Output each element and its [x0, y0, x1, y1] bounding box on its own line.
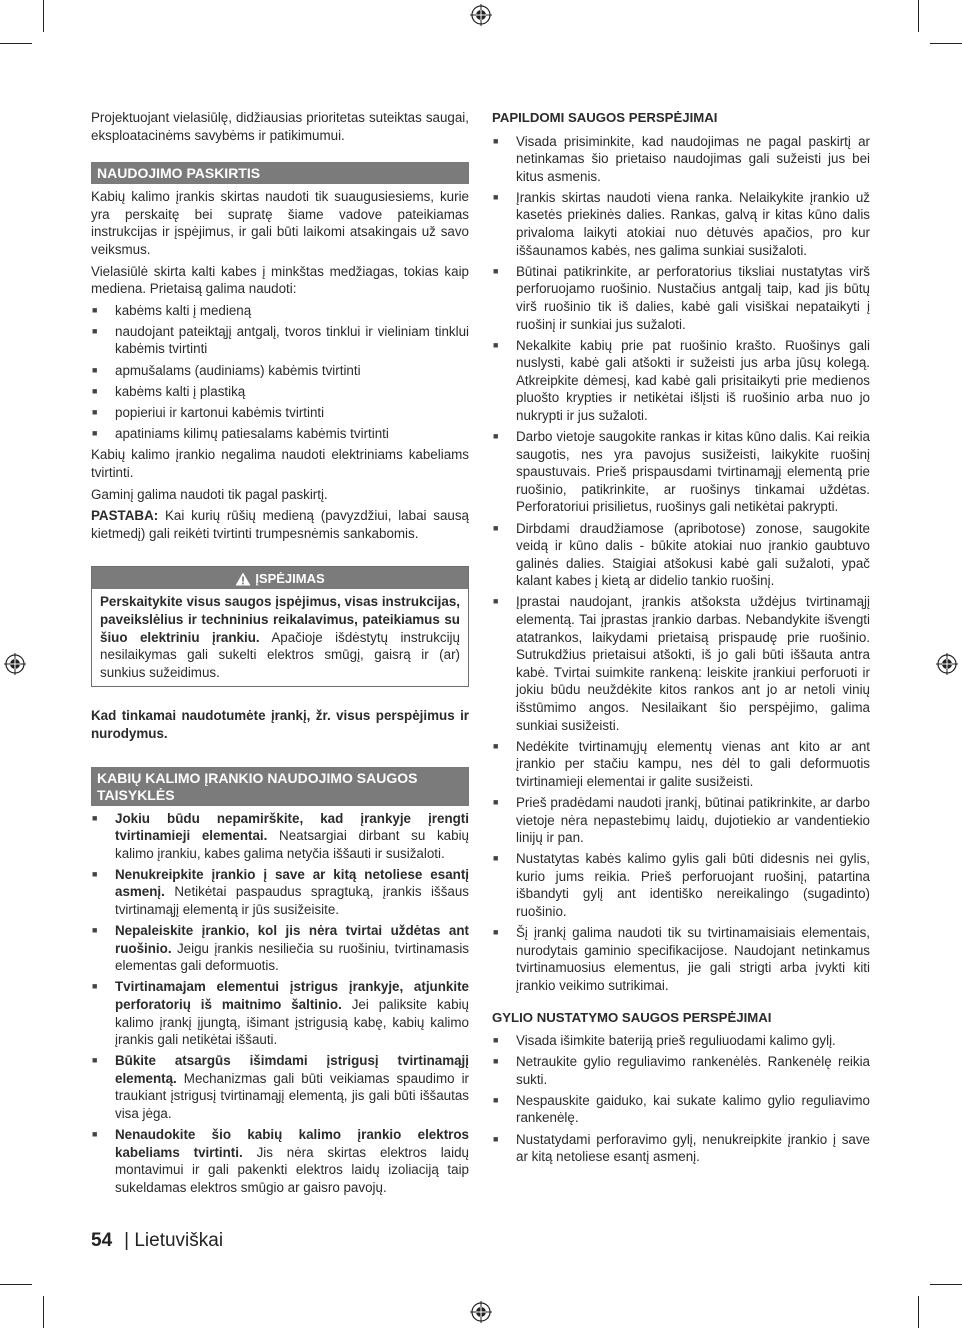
list-item: [91, 1052, 469, 1122]
list-item: ■ Įprastai naudojant, įrankis atšoksta uždėjus tvirtinamąjį elementą. Tai įprastas įrankio darbas. Nebandykite išvengti atatrankos, laikydami prietaisą prispaudę prie ruošinio. Sutrukdžius prietaisui atšokti, iš jo gali būti iššauta antra kabė. Tvirtai suimkite rankeną: leiskite įrankiui perforuoti ir jokiu būdu neuždėkite kitos rankos ant jo ar netoli vinių išstūmimo angos. Nesilaikant šio perspėjimo, galima sunkiai susižeisti.: [492, 593, 870, 734]
usage-paragraph: Kabių kalimo įrankis skirtas naudoti tik suaugusiesiems, kurie yra perskaitę bei supratę šiame vadove pateikiamas instrukcijas ir įspėjimus, ir gali būti laikomi atsakingais už savo veiksmus.: [91, 189, 469, 257]
list-item: [91, 922, 469, 975]
crop-mark: [918, 1296, 919, 1328]
list-item: ■ Netraukite gylio reguliavimo rankenėlės. Rankenėlę reikia sukti.: [492, 1053, 870, 1088]
list-item: [91, 810, 469, 863]
list-item-text: Mechanizmas gali būti veikiamas spaudimo ir traukiant įstrigusį tvirtinamąjį elementą, jis gali būti iššautas visa jėga.: [115, 1070, 469, 1122]
list-item-bold: Tvirtinamajam elementui įstrigus įrankyje, atjunkite perforatorių iš maitnimo šaltinio.: [115, 979, 469, 1012]
warning-body: [92, 589, 468, 686]
list-item-bold: Nepaleiskite įrankio, kol jis nėra tvirtai uždėtas ant ruošinio.: [115, 923, 469, 956]
warning-bold-text: Perskaitykite visus saugos įspėjimus, visas instrukcijas, paveikslėlius ir techninius reikalavimus, pateikiamus su šiuo elektriniu įrankiu.: [100, 594, 460, 645]
list-item: [91, 866, 469, 919]
depth-safety-heading: GYLIO NUSTATYMO SAUGOS PERSPĖJIMAI: [492, 1009, 772, 1025]
list-item-text: Netikėtai paspaudus spragtuką, įrankis iššaus tvirtinamąjį elementą ir jūs susižeisite.: [115, 884, 469, 917]
right-column: [492, 109, 870, 1170]
list-item: ■ Visada išimkite bateriją prieš reguliuodami kalimo gylį.: [492, 1032, 870, 1050]
list-item: ■ Nustatydami perforavimo gylį, nenukreipkite įrankio į save ar kitą netoliese esantį asmenį.: [492, 1131, 870, 1166]
proper-use-text: Kad tinkamai naudotumėte įrankį, žr. visus perspėjimus ir nurodymus.: [91, 708, 469, 741]
usage-list: [91, 302, 469, 443]
list-item-text: Jis nėra skirtas elektros laidų montavimui ir gali pakenkti elektros laidų izoliaciją taip sukeldamas elektros smūgio ar gaisro pavojų.: [115, 1144, 469, 1195]
safety-rules-list: [91, 810, 469, 1197]
usage-paragraph: Kabių kalimo įrankio negalima naudoti elektriniams kabeliams tvirtinti.: [91, 447, 469, 480]
list-item: ■ Nustatytas kabės kalimo gylis gali būti didesnis nei gylis, kurio jums reikia. Prieš perforuojant ruošinį, patartina išbandyti gylį ant identiško nereikalingo (sugadinto) ruošinio.: [492, 850, 870, 920]
registration-mark-icon: [4, 653, 26, 675]
list-item-bold: Būkite atsargūs išimdami įstrigusį tvirtinamąjį elementą.: [115, 1053, 469, 1086]
list-item-bold: Nenukreipkite įrankio į save ar kitą netoliese esantį asmenį.: [115, 866, 469, 900]
usage-paragraph: Gaminį galima naudoti tik pagal paskirtį.: [91, 486, 328, 502]
page-number: 54: [91, 1230, 113, 1251]
list-item: ■ Nedėkite tvirtinamųjų elementų vienas ant kito ar ant įrankio per stačiu kampu, nes dėl to gali deformuotis tvirtinamieji elementai ir galite susižeisti.: [492, 738, 870, 791]
left-column: [91, 109, 469, 1201]
list-item: ■ apmušalams (audiniams) kabėmis tvirtinti: [91, 362, 469, 380]
warning-title: ĮSPĖJIMAS: [255, 571, 325, 587]
warning-text: Apačioje išdėstytų instrukcijų nesilaikymas gali sukelti elektros smūgį, gaisrą ir (ar) sunkius sužeidimus.: [100, 629, 460, 680]
list-item: ■ Šį įrankį galima naudoti tik su tvirtinamaisiais elementais, nurodytais gaminio specifikacijose. Naudojant netinkamus tvirtinamuosius elementus, jie gali strigti arba įvykti kiti įrankio veikimo sutrikimai.: [492, 924, 870, 994]
crop-mark: [930, 43, 962, 44]
list-item-text: Neatsargiai dirbant su kabių kalimo įrankiu, kabes galima netyčia iššauti ir susižaloti.: [115, 828, 469, 861]
crop-mark: [0, 43, 32, 44]
proper-use-paragraph: [91, 707, 469, 742]
crop-mark: [0, 1284, 32, 1285]
registration-mark-icon: [470, 4, 492, 26]
list-item: ■ Nespauskite gaiduko, kai sukate kalimo gylio reguliavimo rankenėlę.: [492, 1092, 870, 1127]
warning-box: [91, 566, 469, 687]
safety-rules-heading: KABIŲ KALIMO ĮRANKIO NAUDOJIMO SAUGOS TAISYKLĖS: [91, 767, 469, 806]
list-item-text: Jeigu įrankis nesiliečia su ruošiniu, tvirtinamasis elementas gali deformuotis.: [115, 940, 469, 974]
list-item: ■ Darbo vietoje saugokite rankas ir kitas kūno dalis. Kai reikia saugotis, nes yra pavojus susižeisti, laikykite ruošinį spaustuvais. Prieš prispausdami tvirtinamąjį elementą prie ruošinio, patikrinkite, ar ruošinys tinkamai uždėtas. Perforatoriui prisilietus, ruošinys gali netikėtai pakrypti.: [492, 428, 870, 516]
registration-mark-icon: [470, 1301, 492, 1323]
crop-mark: [918, 0, 919, 32]
usage-paragraph: Vielasiūlė skirta kalti kabes į minkštas medžiagas, tokias kaip mediena. Prietaisą galima naudoti:: [91, 263, 469, 297]
list-item: ■ Prieš pradėdami naudoti įrankį, būtinai patikrinkite, ar darbo vietoje nėra nepastebimų laidų, dujotiekio ar vandentiekio linijų ir pan.: [492, 794, 870, 847]
list-item: [91, 1126, 469, 1196]
list-item: ■ Nekalkite kabių prie pat ruošinio krašto. Ruošinys gali nuslysti, kabė gali atšokti ir sužeisti jus arba jūsų kolegą. Atkreipkite dėmesį, kad kabė gali prisitaikyti prie medienos pluošto krypties ir netikėtai išlįsti iš ruošinio arba nuo jo nukrypti ir jus sužaloti.: [492, 337, 870, 425]
intro-paragraph: Projektuojant vielasiūlę, didžiausias prioritetas suteiktas saugai, eksploatacinėms savybėms ir patikimumui.: [91, 110, 469, 143]
list-item: ■ Būtinai patikrinkite, ar perforatorius tiksliai nustatytas virš perforuojamo ruošinio. Nustačius antgalį taip, kad jis būtų virš ruošinio tik iš dalies, kabė gali visiškai nepataikyti į ruošinį ir sunkiai jus sužaloti.: [492, 263, 870, 333]
usage-heading: NAUDOJIMO PASKIRTIS: [91, 162, 469, 184]
warning-header: [92, 567, 468, 589]
list-item: ■ naudojant pateiktąjį antgalį, tvoros tinklui ir vieliniam tinklui kabėmis tvirtinti: [91, 323, 469, 358]
note-paragraph: [91, 507, 469, 542]
page-footer: [91, 1230, 223, 1252]
note-text: Kai kurių rūšių medieną (pavyzdžiui, labai sausą kietmedį) gali reikėti tvirtinti trumpesnėmis sankabomis.: [91, 508, 469, 541]
list-item-bold: Jokiu būdu nepamirškite, kad įrankyje įrengti tvirtinamieji elementai.: [115, 810, 469, 844]
crop-mark: [43, 0, 44, 32]
language-label: | Lietuviškai: [124, 1230, 224, 1251]
extra-safety-heading: PAPILDOMI SAUGOS PERSPĖJIMAI: [492, 110, 718, 125]
list-item: ■ Įrankis skirtas naudoti viena ranka. Nelaikykite įrankio už kasetės priekinės dalies. Rankas, galvą ir kitas kūno dalis privaloma laikyti atokiai nuo dėtuvės apačios, pro kur iššaunamos kabės, nes galima sunkiai susižaloti.: [492, 189, 870, 259]
crop-mark: [930, 1284, 962, 1285]
list-item: ■ popieriui ir kartonui kabėmis tvirtinti: [91, 404, 469, 422]
list-item: ■ Dirbdami draudžiamose (apribotose) zonose, saugokite veidą ir kūno dalis - būkite atokiai nuo įrankio gaubtuvo galinės dalies. Staigiai atšokusi kabė gali sužaloti, ypač kalant kabes į kietą ar didelio tankio ruošinį.: [492, 520, 870, 590]
warning-triangle-icon: [235, 572, 251, 586]
registration-mark-icon: [936, 653, 958, 675]
list-item: ■ apatiniams kilimų patiesalams kabėmis tvirtinti: [91, 425, 469, 443]
list-item: ■ kabėms kalti į medieną: [91, 302, 469, 320]
note-label: PASTABA:: [91, 508, 159, 524]
list-item-bold: Nenaudokite šio kabių kalimo įrankio elektros kabeliams tvirtinti.: [115, 1127, 469, 1160]
list-item-text: Jei paliksite kabių kalimo įrankį įjungtą, išimant įstrigusią kabę, kabių kalimo įrankis gali netikėtai iššauti.: [115, 996, 469, 1048]
extra-safety-list: [492, 133, 870, 995]
list-item: ■ kabėms kalti į plastiką: [91, 383, 469, 401]
depth-safety-list: [492, 1032, 870, 1166]
list-item: [91, 978, 469, 1048]
crop-mark: [43, 1296, 44, 1328]
list-item: ■ Visada prisiminkite, kad naudojimas ne pagal paskirtį ar netinkamas šio prietaiso naudojimas gali sužeisti jus bei kitus asmenis.: [492, 133, 870, 186]
